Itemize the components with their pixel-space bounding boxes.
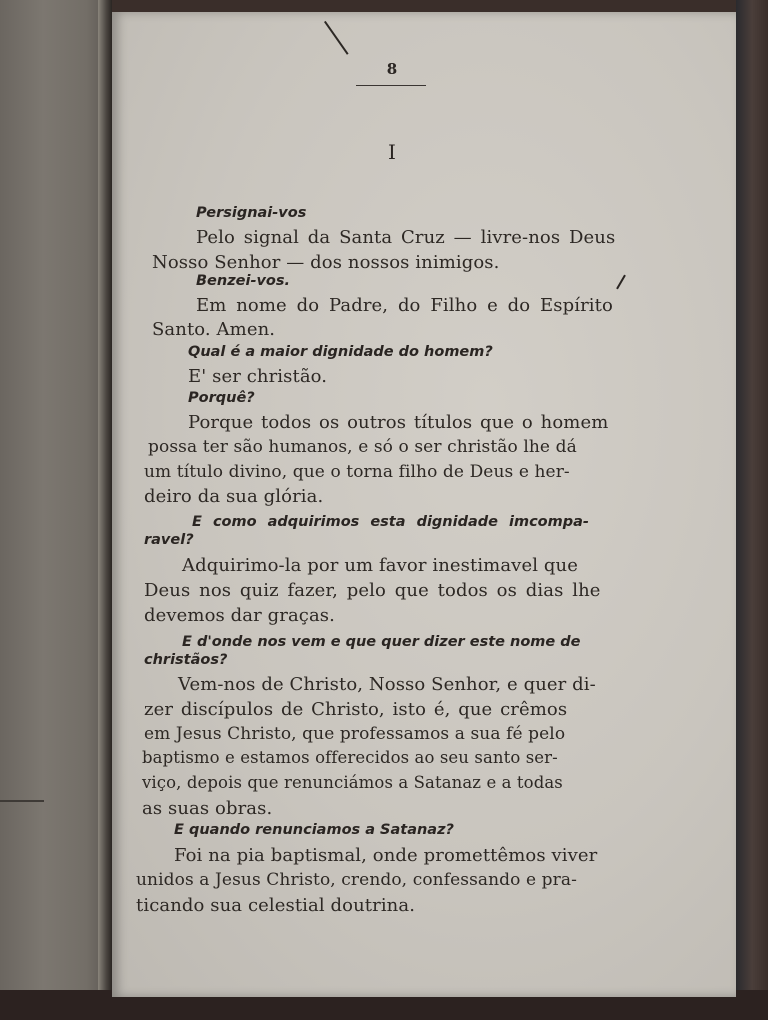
answer-7-line-2: unidos a Jesus Christo, crendo, confessando e pra- [136, 870, 577, 890]
question-2: Benzei-vos. [196, 273, 291, 289]
book-page [112, 12, 736, 997]
pen-mark-top [324, 21, 349, 55]
answer-1-line-1: Pelo signal da Santa Cruz — livre-nos Deus [196, 227, 616, 248]
question-5-line-2: ravel? [144, 532, 194, 548]
question-6-line-2: christãos? [144, 652, 228, 668]
answer-3-line-1: E' ser christão. [188, 366, 328, 387]
answer-5-line-1: Adquirimo-la por um favor inestimavel que [182, 555, 578, 576]
answer-6-line-4: baptismo e estamos offerecidos ao seu santo ser- [142, 748, 558, 767]
chapter-heading: I [388, 140, 396, 164]
answer-6-line-1: Vem-nos de Christo, Nosso Senhor, e quer di- [178, 674, 596, 695]
answer-1-line-2: Nosso Senhor — dos nossos inimigos. [152, 252, 500, 273]
answer-5-line-2: Deus nos quiz fazer, pelo que todos os dias lhe [144, 580, 601, 601]
answer-7-line-3: ticando sua celestial doutrina. [136, 895, 416, 916]
answer-4-line-1: Porque todos os outros títulos que o homem [188, 412, 609, 433]
question-1: Persignai-vos [196, 205, 307, 221]
answer-4-line-3: um título divino, que o torna filho de Deus e her- [144, 462, 570, 482]
question-5-line-1: E como adquirimos esta dignidade imcompa- [192, 514, 589, 530]
pen-mark-margin [616, 275, 626, 290]
answer-6-line-6: as suas obras. [142, 798, 273, 819]
answer-4-line-2: possa ter são humanos, e só o ser christão lhe dá [148, 437, 577, 457]
book-gutter [98, 0, 112, 1020]
question-4: Porquê? [188, 390, 255, 406]
answer-6-line-2: zer discípulos de Christo, isto é, que crêmos [144, 699, 568, 720]
book-right-edge [736, 0, 768, 1020]
left-edge-mark [0, 800, 44, 802]
answer-2-line-1: Em nome do Padre, do Filho e do Espírito [196, 295, 613, 316]
page-number-rule [356, 85, 426, 86]
question-6-line-1: E d'onde nos vem e que quer dizer este nome de [182, 634, 581, 650]
page-number: 8 [386, 60, 398, 78]
answer-7-line-1: Foi na pia baptismal, onde promettêmos viver [174, 845, 598, 866]
question-3: Qual é a maior dignidade do homem? [188, 344, 493, 360]
answer-6-line-5: viço, depois que renunciámos a Satanaz e a todas [142, 773, 563, 792]
question-7: E quando renunciamos a Satanaz? [174, 822, 454, 838]
answer-4-line-4: deiro da sua glória. [144, 486, 324, 507]
answer-2-line-2: Santo. Amen. [152, 319, 276, 340]
book-left-board [0, 0, 108, 1020]
answer-6-line-3: em Jesus Christo, que professamos a sua fé pelo [144, 724, 566, 744]
answer-5-line-3: devemos dar graças. [144, 605, 335, 626]
